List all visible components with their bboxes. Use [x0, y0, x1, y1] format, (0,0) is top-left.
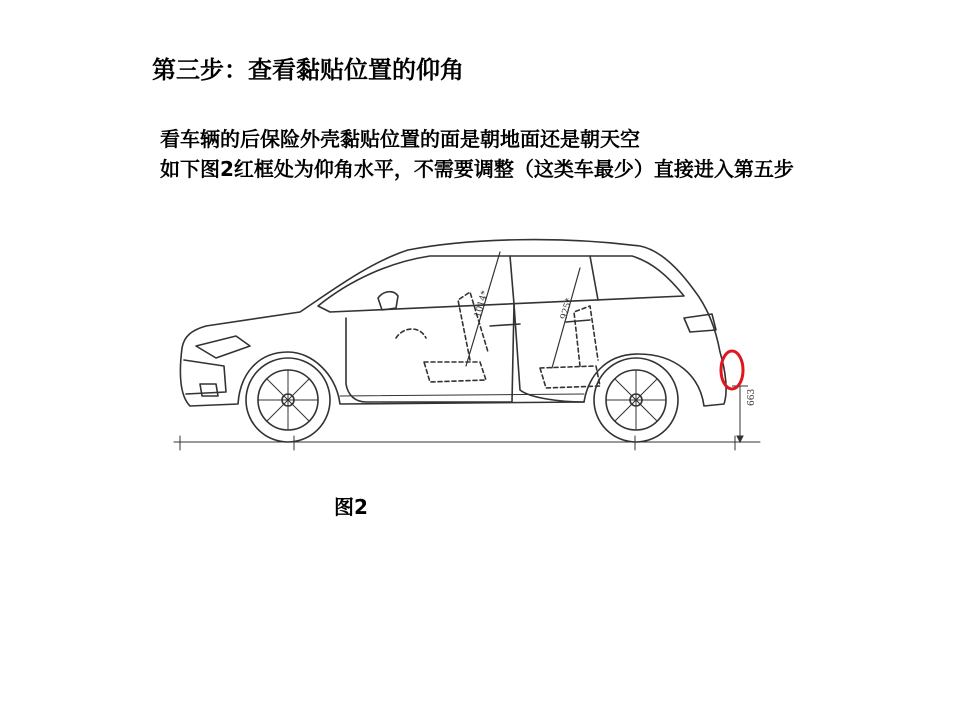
tail-light — [684, 314, 716, 332]
side-mirror — [378, 292, 398, 310]
b-pillar — [510, 256, 514, 304]
car-side-view-diagram — [172, 238, 764, 454]
bumper-height-label: 663 — [747, 388, 757, 406]
front-headroom-label: 1014* — [473, 289, 491, 319]
door-handle-rear — [566, 320, 590, 322]
fog-light — [200, 384, 218, 396]
rocker-line — [340, 394, 584, 396]
rear-headroom-label: 925* — [559, 297, 575, 321]
figure-caption: 图2 — [334, 495, 368, 519]
steering-wheel — [396, 329, 426, 338]
front-grille — [184, 360, 226, 394]
headlight — [196, 336, 250, 358]
rear-seat — [540, 306, 600, 388]
c-pillar — [590, 256, 598, 300]
body-line-1: 看车辆的后保险外壳黏贴位置的面是朝地面还是朝天空 — [160, 127, 640, 151]
body-line-2: 如下图2红框处为仰角水平，不需要调整（这类车最少）直接进入第五步 — [160, 157, 794, 181]
body-text — [160, 124, 840, 184]
slide-title: 第三步：查看黏贴位置的仰角 — [152, 56, 464, 84]
bumper-height-arrowhead — [737, 436, 743, 442]
front-door-outline — [346, 304, 514, 402]
